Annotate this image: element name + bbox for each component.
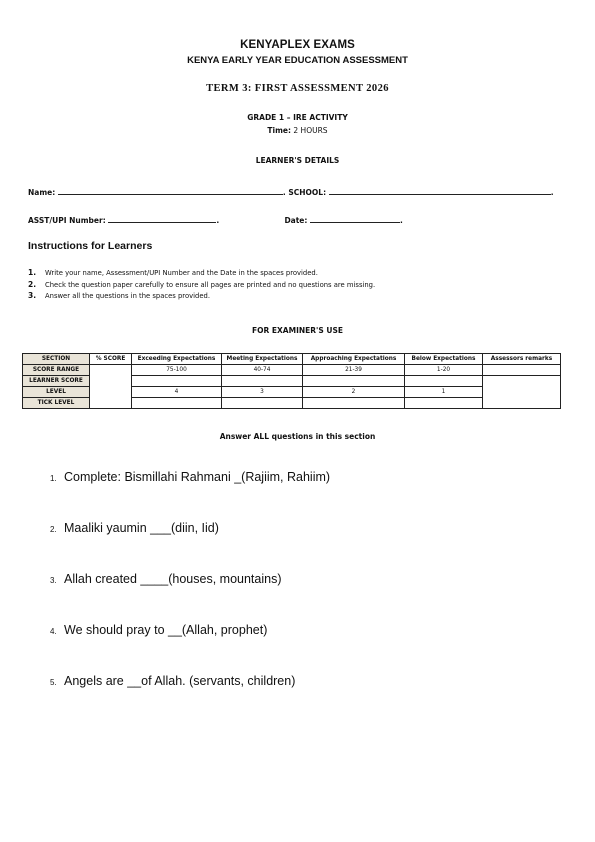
table-row: SCORE RANGE 75-100 40-74 21-39 1-20 [23,365,561,376]
name-blank[interactable] [58,186,283,195]
upi-date-line: ASST/UPI Number: . Date: . [28,216,403,225]
upi-blank[interactable] [108,214,216,223]
time-value: 2 HOURS [293,126,328,135]
instructions-title: Instructions for Learners [28,240,153,252]
name-label: Name: [28,188,56,197]
question-2: 2. Maaliki yaumin ___(diin, Iid) [50,521,219,535]
instructions-list [28,268,375,303]
school-label: SCHOOL: [288,188,327,197]
assessors-remarks-cell[interactable] [483,376,561,409]
section-instruction: Answer ALL questions in this section [219,432,376,441]
examiner-table [22,353,561,409]
table-row: LEARNER SCORE [23,376,561,387]
question-4: 4. We should pray to __(Allah, prophet) [50,623,268,637]
table-row: LEVEL 4 3 2 1 [23,387,561,398]
question-3: 3. Allah created ____(houses, mountains) [50,572,282,586]
date-blank[interactable] [310,214,400,223]
upi-label: ASST/UPI Number: [28,216,106,225]
examiner-use-heading: FOR EXAMINER'S USE [252,326,343,335]
remarks-top-cell [483,365,561,376]
learner-details-heading: LEARNER'S DETAILS [255,156,340,165]
name-school-line: Name: . SCHOOL: . [28,188,554,197]
org-title: KENYAPLEX EXAMS [240,39,355,51]
grade-title: GRADE 1 – IRE ACTIVITY [247,113,348,122]
assessment-subtitle: KENYA EARLY YEAR EDUCATION ASSESSMENT [187,55,408,66]
percent-score-cell[interactable] [90,365,132,409]
time-line [0,126,595,135]
term-title: TERM 3: FIRST ASSESSMENT 2026 [206,83,389,94]
date-label: Date: [284,216,308,225]
time-label: Time: [267,126,292,135]
question-1: 1. Complete: Bismillahi Rahmani _(Rajiim, Rahiim) [50,470,331,484]
list-item: 3. Answer all the questions in the spaces provided. [28,291,210,300]
school-blank[interactable] [329,186,551,195]
table-header-row: SECTION % SCORE Exceeding Expectations Meeting Expectations Approaching Expectations Below Expectations Assessors remarks [23,354,561,365]
list-item: 1. Write your name, Assessment/UPI Number and the Date in the spaces provided. [28,268,318,277]
table-row: TICK LEVEL [23,398,561,409]
list-item: 2. Check the question paper carefully to ensure all pages are printed and no questions are missing. [28,279,376,289]
question-5: 5. Angels are __of Allah. (servants, children) [50,674,296,688]
